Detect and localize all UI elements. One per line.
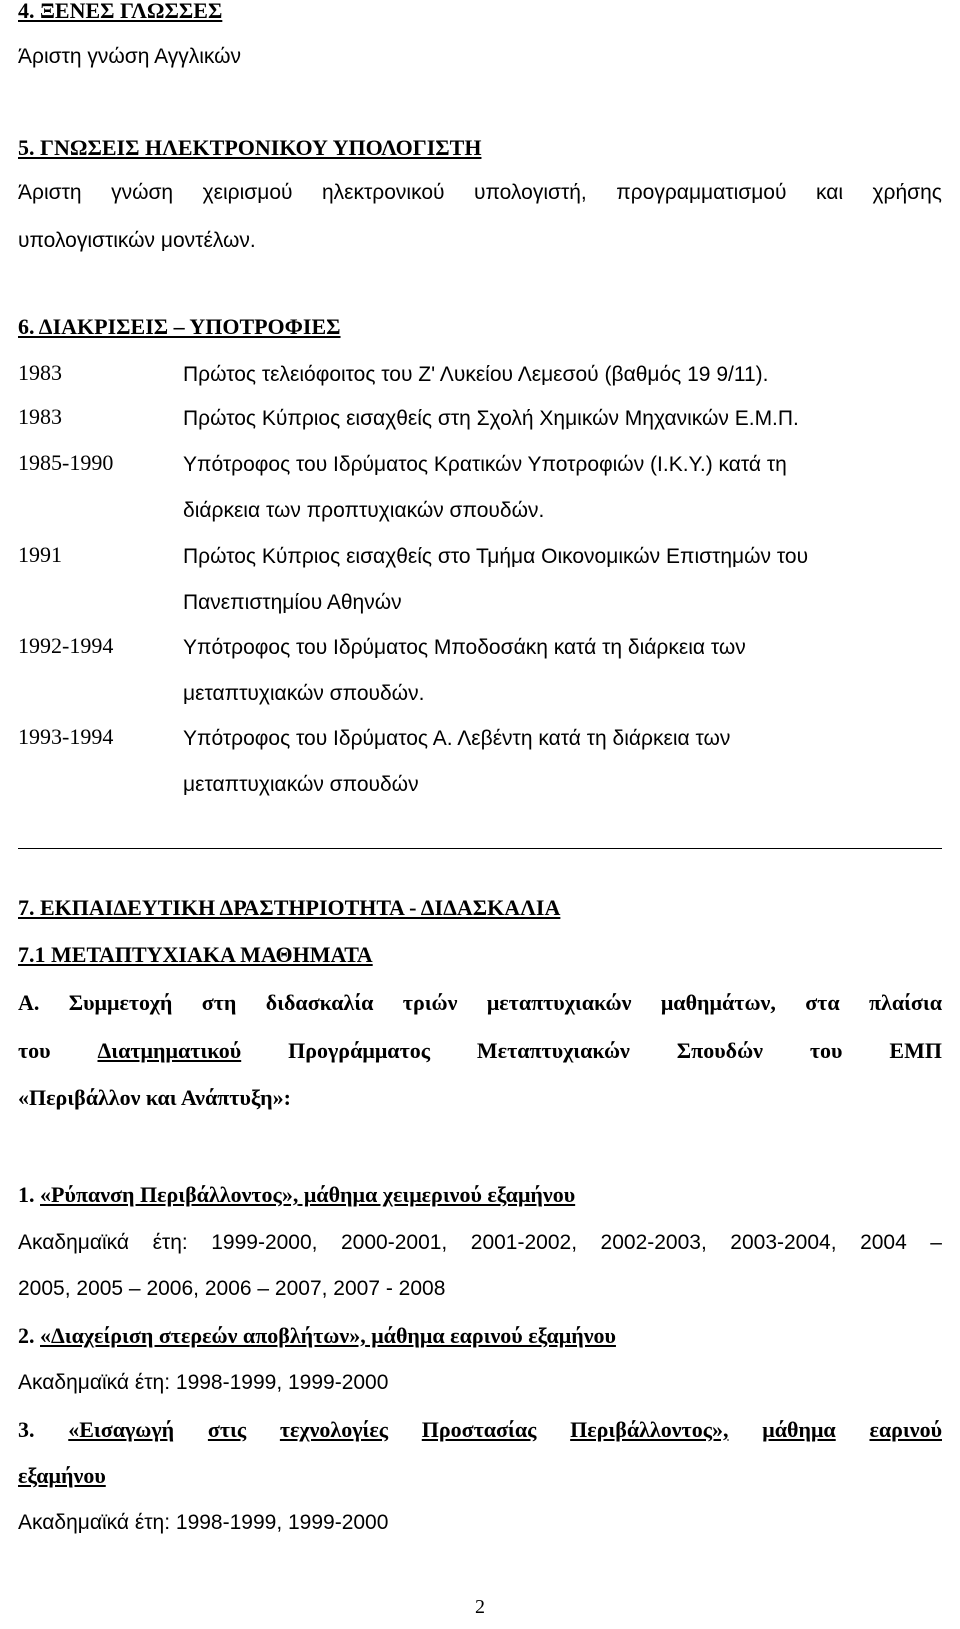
page-number: 2 <box>475 1596 485 1618</box>
award-description <box>183 633 942 705</box>
word: Συμμετοχή <box>68 990 173 1015</box>
award-line1: Υπότροφος του Ιδρύματος Α. Λεβέντη κατά τη διάρκεια των <box>183 727 731 750</box>
section-heading-foreign-languages: 4. ΞΕΝΕΣ ΓΛΩΣΣΕΣ <box>18 0 223 23</box>
award-year: 1985-1990 <box>18 450 114 475</box>
course-3-years: Ακαδημαϊκά έτη: 1998-1999, 1999-2000 <box>18 1511 389 1534</box>
word: διδασκαλία <box>265 990 374 1015</box>
teaching-intro-line2 <box>18 1036 942 1066</box>
word: χρήσης <box>872 181 942 204</box>
word: προγραμματισμού <box>616 181 787 204</box>
word: 2003-2004, <box>730 1231 837 1254</box>
awards-table <box>18 344 942 849</box>
award-description <box>183 404 942 434</box>
course-3-title-line2: εξαμήνου <box>18 1463 106 1488</box>
word: Σπουδών <box>676 1038 763 1063</box>
award-line1: Υπότροφος του Ιδρύματος Κρατικών Υποτροφιών (Ι.Κ.Υ.) κατά τη <box>183 453 787 476</box>
word: τριών <box>402 990 458 1015</box>
word: Α. <box>18 990 40 1015</box>
word: του <box>18 1038 51 1063</box>
teaching-intro-line1 <box>18 988 942 1018</box>
word: – <box>930 1231 942 1254</box>
course-number: 1. <box>18 1182 35 1207</box>
word: στη <box>201 990 237 1015</box>
word: Άριστη <box>18 181 82 204</box>
word: 2002-2003, <box>600 1231 707 1254</box>
subsection-heading-postgraduate: 7.1 ΜΕΤΑΠΤΥΧΙΑΚΑ ΜΑΘΗΜΑΤΑ <box>18 942 373 967</box>
word: Διατμηματικού <box>97 1038 242 1063</box>
award-line1: Πρώτος Κύπριος εισαχθείς στη Σχολή Χημικών Μηχανικών Ε.Μ.Π. <box>183 407 799 430</box>
course-name: «Διαχείριση στερεών αποβλήτων», <box>40 1323 366 1348</box>
foreign-languages-text: Άριστη γνώση Αγγλικών <box>18 45 242 68</box>
word: Περιβάλλοντος», <box>570 1417 729 1442</box>
word: 2000-2001, <box>341 1231 448 1254</box>
award-description <box>183 360 942 390</box>
word: 2001-2002, <box>470 1231 578 1254</box>
word: «Εισαγωγή <box>68 1417 175 1442</box>
word: και <box>815 181 844 204</box>
award-description <box>183 724 942 796</box>
word: Ακαδημαϊκά <box>18 1231 130 1254</box>
word: πλαίσια <box>868 990 942 1015</box>
word: του <box>809 1038 843 1063</box>
course-1-title <box>18 1180 575 1210</box>
word: στα <box>805 990 840 1015</box>
word: έτη: <box>152 1231 188 1254</box>
course-2-title <box>18 1321 616 1351</box>
award-line1: Πρώτος τελειόφοιτος του Ζ' Λυκείου Λεμεσού (βαθμός 19 9/11). <box>183 363 769 386</box>
award-description <box>183 450 942 522</box>
award-line2: Πανεπιστημίου Αθηνών <box>183 591 402 614</box>
word: 2004 <box>860 1231 907 1254</box>
course-1-years-line1 <box>18 1228 942 1258</box>
word: μάθημα <box>762 1417 836 1442</box>
award-year: 1983 <box>18 404 62 429</box>
word: Προγράμματος <box>288 1038 430 1063</box>
course-number: 2. <box>18 1323 35 1348</box>
award-description <box>183 542 942 614</box>
course-semester: μάθημα χειμερινού εξαμήνου <box>298 1182 576 1207</box>
word: εαρινού <box>869 1417 942 1442</box>
word: μαθημάτων, <box>660 990 776 1015</box>
computer-skills-line1 <box>18 178 942 208</box>
word: Προστασίας <box>421 1417 537 1442</box>
award-year: 1991 <box>18 542 62 567</box>
course-semester: μάθημα εαρινού εξαμήνου <box>365 1323 616 1348</box>
word: Μεταπτυχιακών <box>476 1038 630 1063</box>
award-year: 1993-1994 <box>18 724 114 749</box>
award-line2: διάρκεια των προπτυχιακών σπουδών. <box>183 499 545 522</box>
word: μεταπτυχιακών <box>486 990 632 1015</box>
word: ΕΜΠ <box>889 1038 942 1063</box>
word: χειρισμού <box>202 181 293 204</box>
section-heading-computer-skills: 5. ΓΝΩΣΕΙΣ ΗΛΕΚΤΡΟΝΙΚΟΥ ΥΠΟΛΟΓΙΣΤΗ <box>18 135 482 160</box>
award-line1: Υπότροφος του Ιδρύματος Μποδοσάκη κατά τη διάρκεια των <box>183 636 746 659</box>
award-line2: μεταπτυχιακών σπουδών. <box>183 682 425 705</box>
award-year: 1992-1994 <box>18 633 114 658</box>
course-name: «Ρύπανση Περιβάλλοντος», <box>40 1182 299 1207</box>
word: γνώση <box>111 181 174 204</box>
course-2-years: Ακαδημαϊκά έτη: 1998-1999, 1999-2000 <box>18 1371 389 1394</box>
award-line1: Πρώτος Κύπριος εισαχθείς στο Τμήμα Οικονομικών Επιστημών του <box>183 545 809 568</box>
award-line2: μεταπτυχιακών σπουδών <box>183 773 419 796</box>
word: υπολογιστή, <box>474 181 587 204</box>
word: τεχνολογίες <box>279 1417 389 1442</box>
computer-skills-line2: υπολογιστικών μοντέλων. <box>18 229 256 252</box>
section-heading-teaching: 7. ΕΚΠΑΙΔΕΥΤΙΚΗ ΔΡΑΣΤΗΡΙΟΤΗΤΑ - ΔΙΔΑΣΚΑΛΙΑ <box>18 895 561 920</box>
word: 1999-2000, <box>211 1231 318 1254</box>
course-3-title-line1 <box>18 1415 942 1445</box>
course-1-years-line2: 2005, 2005 – 2006, 2006 – 2007, 2007 - 2008 <box>18 1277 446 1300</box>
teaching-intro-line3: «Περιβάλλον και Ανάπτυξη»: <box>18 1085 292 1110</box>
word: ηλεκτρονικού <box>321 181 445 204</box>
word: στις <box>207 1417 247 1442</box>
award-year: 1983 <box>18 360 62 385</box>
section-heading-awards: 6. ΔΙΑΚΡΙΣΕΙΣ – ΥΠΟΤΡΟΦΙΕΣ <box>18 314 341 339</box>
course-number: 3. <box>18 1417 35 1442</box>
